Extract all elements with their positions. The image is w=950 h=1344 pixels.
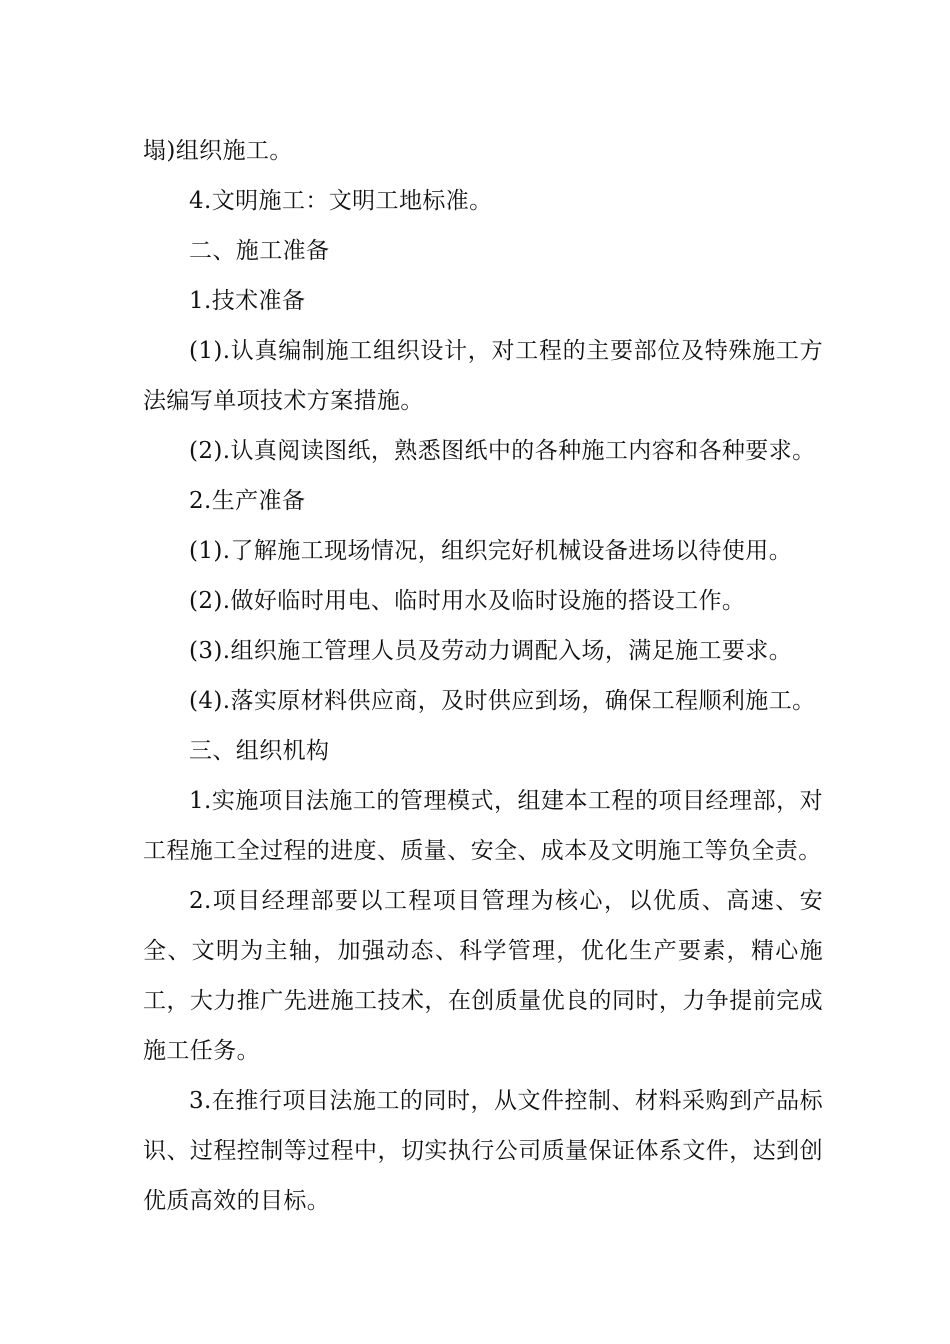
section-heading-organization: 三、组织机构 (189, 738, 330, 764)
paragraph-production-item-1: (1).了解施工现场情况，组织完好机械设备进场以待使用。 (189, 538, 793, 564)
paragraph-production-item-2: (2).做好临时用电、临时用水及临时设施的搭设工作。 (189, 588, 746, 614)
document-body (143, 126, 823, 1226)
paragraph-civilized-construction: 4.文明施工：文明工地标准。 (189, 188, 493, 214)
subheading-technical-preparation: 1.技术准备 (189, 288, 306, 314)
paragraph-organization-3: 3.在推行项目法施工的同时，从文件控制、材料采购到产品标识、过程控制等过程中，切实执行公司质量保证体系文件，达到创优质高效的目标。 (143, 1088, 823, 1214)
paragraph-production-item-3: (3).组织施工管理人员及劳动力调配入场，满足施工要求。 (189, 638, 793, 664)
paragraph-continuation: 塌)组织施工。 (143, 138, 293, 164)
paragraph-production-item-4: (4).落实原材料供应商，及时供应到场，确保工程顺利施工。 (189, 688, 816, 714)
paragraph-organization-1: 1.实施项目法施工的管理模式，组建本工程的项目经理部，对工程施工全过程的进度、质量、安全、成本及文明施工等负全责。 (143, 788, 823, 864)
paragraph-organization-2: 2.项目经理部要以工程项目管理为核心，以优质、高速、安全、文明为主轴，加强动态、科学管理，优化生产要素，精心施工，大力推广先进施工技术，在创质量优良的同时，力争提前完成施工任务。 (143, 888, 823, 1064)
paragraph-tech-item-2: (2).认真阅读图纸，熟悉图纸中的各种施工内容和各种要求。 (189, 438, 816, 464)
section-heading-construction-preparation: 二、施工准备 (189, 238, 330, 264)
subheading-production-preparation: 2.生产准备 (189, 488, 306, 514)
paragraph-tech-item-1: (1).认真编制施工组织设计，对工程的主要部位及特殊施工方法编写单项技术方案措施。 (143, 338, 823, 414)
